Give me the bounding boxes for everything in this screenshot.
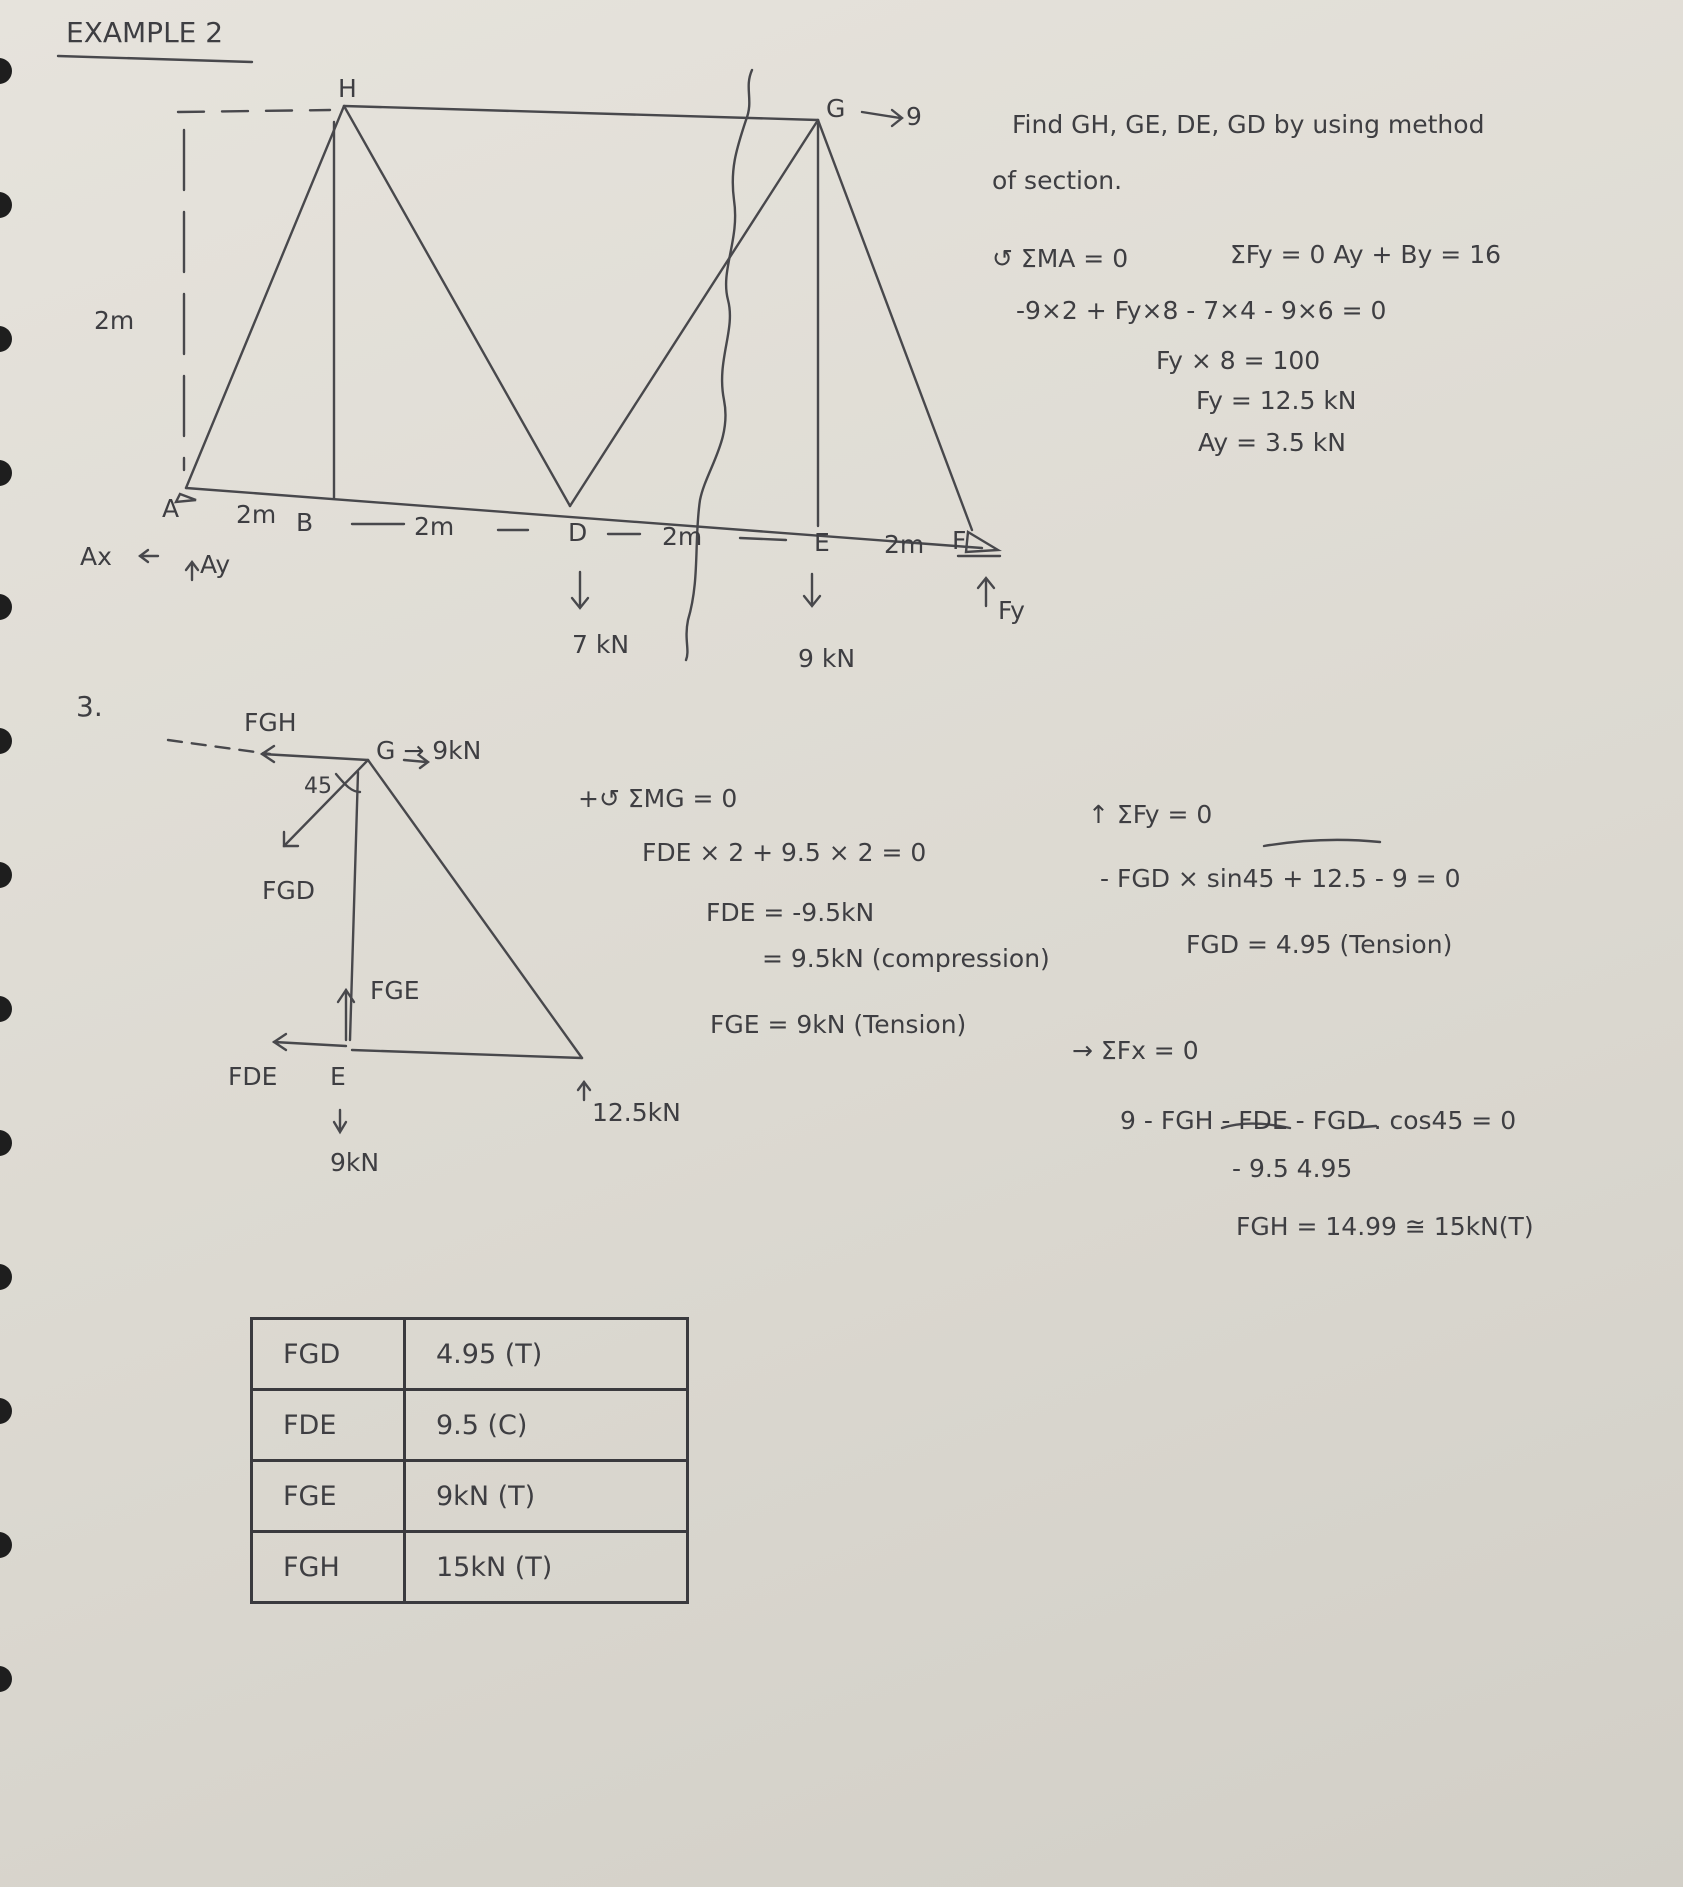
truss-diagram bbox=[140, 70, 1000, 660]
force-fgh-line bbox=[262, 754, 368, 760]
table-cell-member: FGE bbox=[252, 1461, 405, 1532]
node-label-f: F bbox=[952, 526, 967, 555]
load-label-g: 9 bbox=[906, 102, 922, 131]
table-cell-value: 9kN (T) bbox=[405, 1461, 688, 1532]
equation: Fy = 12.5 kN bbox=[1196, 386, 1357, 415]
equation: 9 - FGH - FDE - FGD . cos45 = 0 bbox=[1120, 1106, 1517, 1135]
overline-fy bbox=[1264, 840, 1380, 846]
member-hd bbox=[344, 106, 570, 506]
dim-label-ab: 2m bbox=[236, 500, 277, 529]
equation: +↺ ΣMG = 0 bbox=[578, 784, 738, 813]
equation: FGH = 14.99 ≅ 15kN(T) bbox=[1236, 1212, 1534, 1241]
reaction-label-fy: Fy bbox=[998, 596, 1025, 625]
problem-line-1: Find GH, GE, DE, GD by using method bbox=[1012, 110, 1485, 139]
equation: ΣFy = 0 Ay + By = 16 bbox=[1230, 240, 1502, 269]
node-label-e: E bbox=[814, 528, 830, 557]
page-title: EXAMPLE 2 bbox=[66, 16, 224, 49]
member-ah bbox=[186, 106, 344, 488]
load-label-g-fbd: G → 9kN bbox=[376, 736, 482, 765]
member-ef-fbd bbox=[352, 1050, 582, 1058]
table-cell-member: FGD bbox=[252, 1319, 405, 1390]
section-cut-line bbox=[686, 70, 752, 660]
equation: ↑ ΣFy = 0 bbox=[1088, 800, 1213, 829]
table-cell-member: FGH bbox=[252, 1532, 405, 1603]
node-label-b: B bbox=[296, 508, 314, 537]
results-table bbox=[250, 1317, 689, 1604]
table-row bbox=[252, 1461, 688, 1532]
table-cell-value: 9.5 (C) bbox=[405, 1390, 688, 1461]
equation: ↺ ΣMA = 0 bbox=[992, 244, 1129, 273]
height-dimension-label: 2m bbox=[94, 306, 135, 335]
equation: FGD = 4.95 (Tension) bbox=[1186, 930, 1453, 959]
node-label-g: G bbox=[826, 94, 846, 123]
dim-label-ef: 2m bbox=[884, 530, 925, 559]
equation: Fy × 8 = 100 bbox=[1156, 346, 1321, 375]
section-number: 3. bbox=[76, 690, 103, 723]
equation: Ay = 3.5 kN bbox=[1198, 428, 1346, 457]
load-label-e-fbd: 9kN bbox=[330, 1148, 380, 1177]
force-label-fde: FDE bbox=[228, 1062, 278, 1091]
member-gf-fbd bbox=[368, 760, 582, 1058]
problem-line-2: of section. bbox=[992, 166, 1123, 195]
equation: -9×2 + Fy×8 - 7×4 - 9×6 = 0 bbox=[1016, 296, 1387, 325]
reaction-label-ay: Ay bbox=[200, 550, 231, 579]
force-label-fge: FGE bbox=[370, 976, 420, 1005]
table-cell-member: FDE bbox=[252, 1390, 405, 1461]
load-label-d: 7 kN bbox=[572, 630, 630, 659]
table-row bbox=[252, 1319, 688, 1390]
dim-segment bbox=[740, 538, 786, 540]
load-label-e: 9 kN bbox=[798, 644, 856, 673]
reaction-label-fbd: 12.5kN bbox=[592, 1098, 681, 1127]
table-row bbox=[252, 1390, 688, 1461]
node-label-a: A bbox=[162, 494, 180, 523]
force-label-fgh: FGH bbox=[244, 708, 297, 737]
dim-label-bd: 2m bbox=[414, 512, 455, 541]
force-fde-line bbox=[274, 1042, 346, 1046]
node-label-e-fbd: E bbox=[330, 1062, 346, 1091]
force-label-fgd: FGD bbox=[262, 876, 316, 905]
node-label-h: H bbox=[338, 74, 357, 103]
member-gf bbox=[818, 120, 972, 530]
table-row bbox=[252, 1532, 688, 1603]
table-cell-value: 15kN (T) bbox=[405, 1532, 688, 1603]
angle-label: 45 bbox=[304, 774, 332, 799]
equation: → ΣFx = 0 bbox=[1072, 1036, 1199, 1065]
fbd-dashed-line bbox=[168, 740, 270, 754]
equation: FGE = 9kN (Tension) bbox=[710, 1010, 967, 1039]
equation: = 9.5kN (compression) bbox=[762, 944, 1050, 973]
member-dg bbox=[570, 120, 818, 506]
height-dim-dash bbox=[178, 110, 330, 112]
reaction-label-ax: Ax bbox=[80, 542, 112, 571]
title-underline bbox=[58, 56, 252, 62]
table-cell-value: 4.95 (T) bbox=[405, 1319, 688, 1390]
dim-label-de: 2m bbox=[662, 522, 703, 551]
node-label-d: D bbox=[568, 518, 588, 547]
equation: FDE × 2 + 9.5 × 2 = 0 bbox=[642, 838, 927, 867]
equation: FDE = -9.5kN bbox=[706, 898, 875, 927]
equation: - 9.5 4.95 bbox=[1232, 1154, 1353, 1183]
equation: - FGD × sin45 + 12.5 - 9 = 0 bbox=[1100, 864, 1461, 893]
